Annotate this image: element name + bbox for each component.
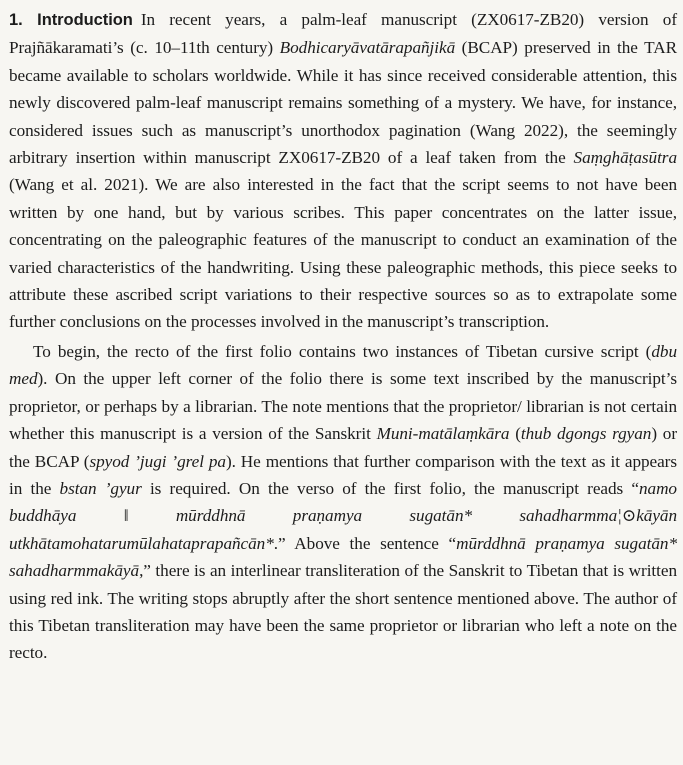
text-segment: ). On the upper left corner of the folio there is some text inscribed by the manuscript’s proprietor, or perhaps by a librarian. The note mentions that the proprietor/ librarian is not certain whether this manuscript is a version of the Sanskrit xyxy=(9,369,677,444)
text-segment: ). He mentions that further comparison with the text as it appears in the xyxy=(9,451,677,498)
text-segment: In recent years, a palm-leaf manuscript (ZX0617-ZB20) version of Prajñākaramati’s (c. 10–11th century) xyxy=(9,10,678,58)
title-munimatalamkara: Muni-matālaṃkāra xyxy=(376,424,510,444)
term-dbu-med: dbu med xyxy=(9,341,677,389)
title-thub-dgongs-rgyan: thub dgongs rgyan xyxy=(520,424,652,444)
title-bodhicaryavatarapanjika: Bodhicaryāvatārapañjikā xyxy=(279,38,456,58)
paragraph-2 xyxy=(9,338,677,667)
text-segment: (BCAP) preserved in the TAR became available to scholars worldwide. While it has since received considerable attention, this newly discovered palm-leaf manuscript remains something of a mystery. We have, for instance, considered issues such as manuscript’s unorthodox pagination (Wang 2022), the seemingly arbitrary insertion within manuscript ZX0617-ZB20 of a leaf taken from the xyxy=(9,38,677,168)
text-segment: (Wang et al. 2021). We are also interested in the fact that the script seems to not have been written by one hand, but by various scribes. This paper concentrates on the latter issue, concentrating on the paleographic features of the manuscript to conduct an examination of the varied characteristics of the handwriting. Using these paleographic methods, this piece seeks to attribute these ascribed script variations to their respective sources so as to extrapolate some further conclusions on the processes involved in the manuscript’s transcription. xyxy=(9,175,677,332)
title-bstan-gyur: bstan ’gyur xyxy=(59,478,142,498)
text-segment: ) or the BCAP ( xyxy=(9,424,677,471)
section-heading: 1. Introduction xyxy=(9,11,133,29)
text-segment: is required. On the verso of the first folio, the manuscript reads “ xyxy=(141,478,639,498)
title-samghatasutra: Saṃghāṭasūtra xyxy=(573,148,677,168)
text-segment: To begin, the recto of the first folio contains two instances of Tibetan cursive script ( xyxy=(33,341,652,361)
text-segment: .” Above the sentence “ xyxy=(273,533,457,553)
paragraph-1-body xyxy=(9,10,677,331)
text-segment: ,” there is an interlinear transliteration of the Sanskrit to Tibetan that is written using red ink. The writing stops abruptly after the short sentence mentioned above. The author of this Tibetan transliteration may have been the same proprietor or librarian who left a note on the recto. xyxy=(9,561,677,663)
text-segment: ( xyxy=(509,424,521,444)
title-spyod-jugi-grel-pa: spyod ’jugi ’grel pa xyxy=(89,451,226,471)
sanskrit-quotation: namo buddhāya ‖ mūrddhnā praṇamya sugatān* sahadharmma¦⊙kāyān utkhātamohatarumūlahataprapañcān* xyxy=(9,478,677,553)
sanskrit-quotation-excerpt: mūrddhnā praṇamya sugatān* sahadharmmakāyā xyxy=(9,533,677,581)
paragraph-1 xyxy=(9,6,677,336)
